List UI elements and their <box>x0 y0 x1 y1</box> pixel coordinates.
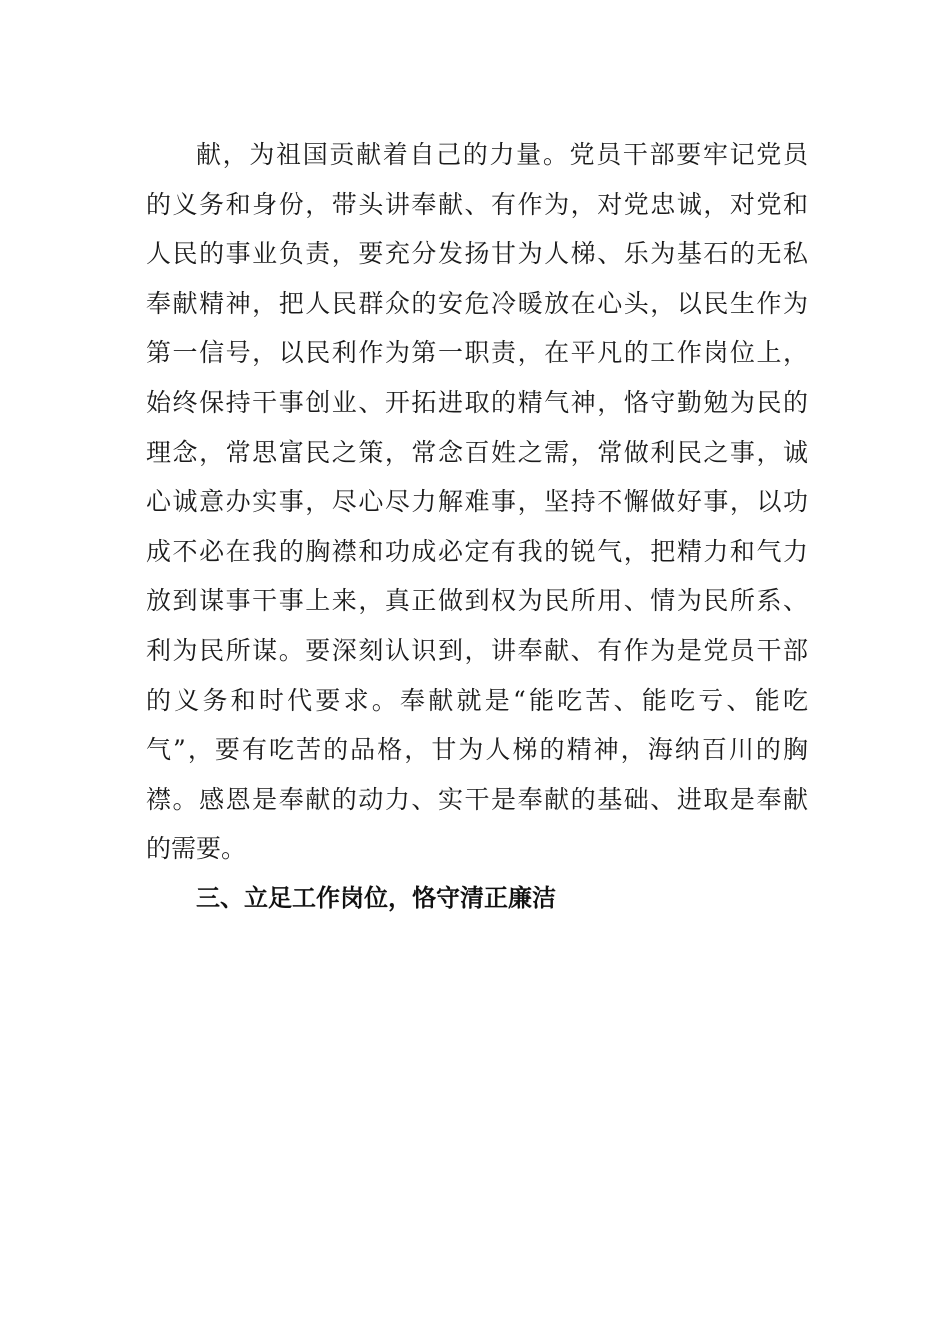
body-paragraph <box>146 130 808 874</box>
paragraph-line: 成不必在我的胸襟和功成必定有我的锐气，把精力和气力 <box>146 536 808 566</box>
paragraph-line: 第一信号，以民利作为第一职责，在平凡的工作岗位上， <box>146 338 808 368</box>
paragraph-line: 利为民所谋。要深刻认识到，讲奉献、有作为是党员干部 <box>146 635 808 665</box>
section-heading: 三、立足工作岗位，恪守清正廉洁 <box>196 884 556 912</box>
paragraph-line: 献，为祖国贡献着自己的力量。党员干部要牢记党员 <box>196 140 808 169</box>
paragraph-line: 放到谋事干事上来，真正做到权为民所用、情为民所系、 <box>146 586 808 616</box>
paragraph-line: 人民的事业负责，要充分发扬甘为人梯、乐为基石的无私 <box>146 239 808 269</box>
paragraph-line: 奉献精神，把人民群众的安危冷暖放在心头，以民生作为 <box>146 288 808 318</box>
paragraph-line: 的义务和时代要求。奉献就是“能吃苦、能吃亏、能吃 <box>146 685 808 715</box>
paragraph-line: 的义务和身份，带头讲奉献、有作为，对党忠诚，对党和 <box>146 189 808 219</box>
paragraph-line: 襟。感恩是奉献的动力、实干是奉献的基础、进取是奉献 <box>146 784 808 814</box>
paragraph-line: 理念，常思富民之策，常念百姓之需，常做利民之事，诚 <box>146 437 808 467</box>
paragraph-line: 始终保持干事创业、开拓进取的精气神，恪守勤勉为民的 <box>146 387 808 417</box>
paragraph-line: 气”，要有吃苦的品格，甘为人梯的精神，海纳百川的胸 <box>146 735 808 765</box>
paragraph-line: 心诚意办实事，尽心尽力解难事，坚持不懈做好事，以功 <box>146 487 808 517</box>
paragraph-line: 的需要。 <box>146 834 247 864</box>
